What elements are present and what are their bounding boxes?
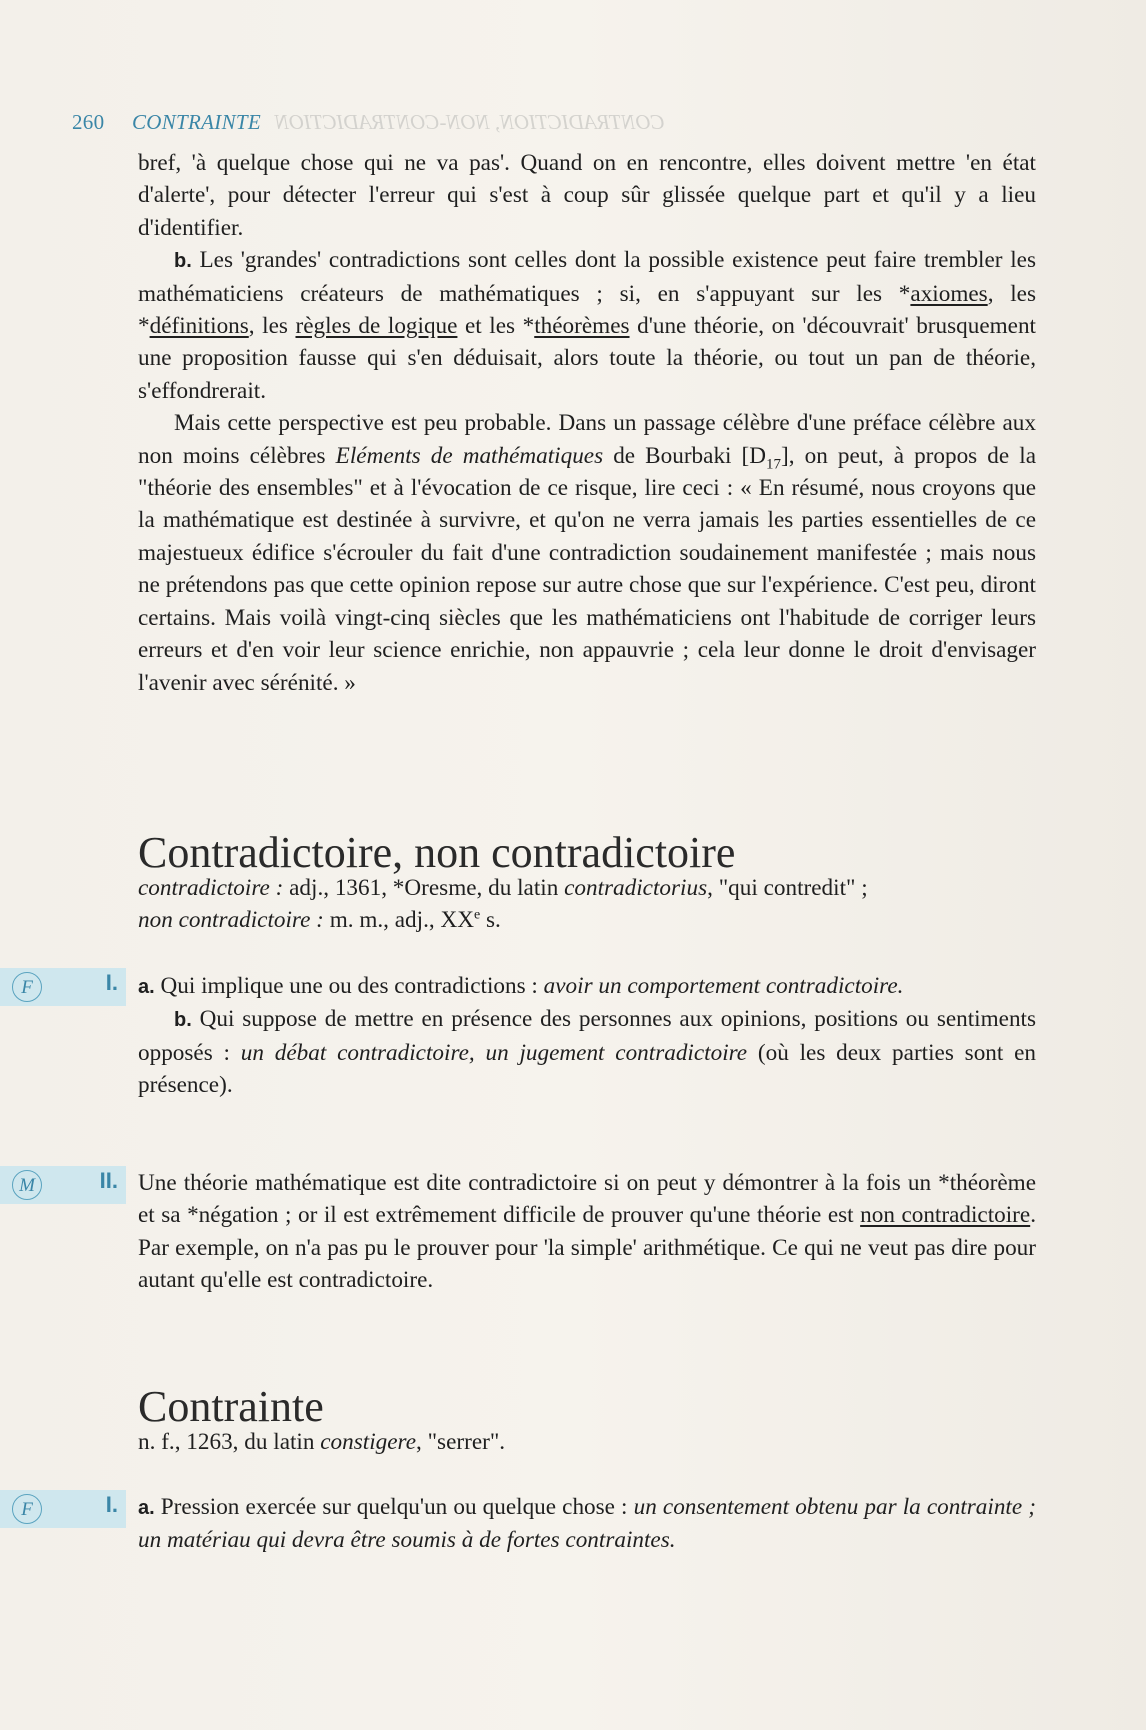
etymology-contrainte: n. f., 1263, du latin constigere, "serrer". (138, 1429, 506, 1455)
link-regles-de-logique[interactable]: règles de logique (295, 313, 458, 340)
domain-f-icon: F (12, 972, 42, 1002)
link-non-contradictoire[interactable]: non contradictoire (860, 1202, 1031, 1229)
roman-numeral: II. (99, 1168, 118, 1193)
domain-f-icon: F (12, 1494, 42, 1524)
sense-marker-m-II (0, 1166, 126, 1204)
section-label: b. (174, 250, 192, 273)
page-number: 260 (72, 110, 105, 134)
etymology-contradictoire: contradictoire : adj., 1361, *Oresme, du latin contradictorius, "qui contredit" ; non contradictoire : m. m., adj., XXe s. (138, 875, 868, 934)
link-definitions[interactable]: définitions (149, 313, 249, 340)
link-axiomes[interactable]: axiomes (910, 280, 988, 307)
paragraph-bourbaki-quote: Mais cette perspective est peu probable. Dans un passage célèbre d'une préface célèbre aux non moins célèbres Eléments de mathématiques de Bourbaki $[D_{17}]$, on peut, à propos de la "théorie des ensembles" et à l'évocation de ce risque, lire ceci : « En résumé, nous croyons que la mathématique est destinée à survivre, et qu'on ne verra jamais les parties essentielles de ce majestueux édifice s'écrouler du fait d'une contradiction soudainement manifestée ; mais nous ne prétendons pas que cette opinion repose sur autre chose que sur l'expérience. C'est peu, diront certains. Mais voilà vingt-cinq siècles que les mathématiciens ont l'habitude de corriger leurs erreurs et d'en voir leur science enrichie, non appauvrie ; cela leur donne le droit d'envisager l'avenir avec sérénité. » (138, 410, 1036, 696)
running-word: CONTRAINTE (131, 110, 261, 134)
previous-entry-continuation (138, 147, 1036, 699)
sense-contradictoire-I: a. Qui implique une ou des contradictions : avoir un comportement contradictoire. b. Qui suppose de mettre en présence des personnes aux opinions, positions ou sentiments opposés : un débat contradictoire, un jugement contradictoire (où les deux parties sont en présence). (138, 973, 1037, 1099)
roman-numeral: I. (105, 970, 118, 995)
headword-contrainte: Contrainte (138, 1382, 324, 1431)
domain-m-icon: M (12, 1170, 42, 1200)
sense-contrainte-I: a. Pression exercée sur quelqu'un ou quelque chose : un consentement obtenu par la contrainte ; un matériau qui devra être soumis à de fortes contraintes. (138, 1494, 1036, 1554)
sense-marker-f-I (0, 1490, 126, 1528)
paragraph-b: b. Les 'grandes' contradictions sont celles dont la possible existence peut faire trembler les mathématiciens créateurs de mathématiques ; si, en s'appuyant sur les *axiomes, les *définitions, les règles de logique et les *théorèmes d'une théorie, on 'découvrait' brusquement une proposition fausse qui s'en déduisait, alors toute la théorie, ou tout un pan de théorie, s'effondrerait. (138, 247, 1036, 404)
headword-contradictoire: Contradictoire, non contradictoire (138, 828, 736, 877)
paragraph-continuation: bref, 'à quelque chose qui ne va pas'. Quand on en rencontre, elles doivent mettre 'en état d'alerte', pour détecter l'erreur qui s'est à coup sûr glissée quelque part et qu'il y a lieu d'identifier. (138, 150, 1036, 241)
bleed-through-text: CONTRADICTION, NON-CONTRADICTION (275, 110, 665, 134)
sense-marker-f-I (0, 968, 126, 1006)
link-theoremes[interactable]: théorèmes (534, 313, 630, 340)
roman-numeral: I. (105, 1492, 118, 1517)
running-head (72, 110, 261, 135)
sense-contradictoire-II: Une théorie mathématique est dite contradictoire si on peut y démontrer à la fois un *théorème et sa *négation ; or il est extrêmement difficile de prouver qu'une théorie est non contradictoire. Par exemple, on n'a pas pu le prouver pour 'la simple' arithmétique. Ce qui ne veut pas dire pour autant qu'elle est contradictoire. (138, 1170, 1036, 1294)
